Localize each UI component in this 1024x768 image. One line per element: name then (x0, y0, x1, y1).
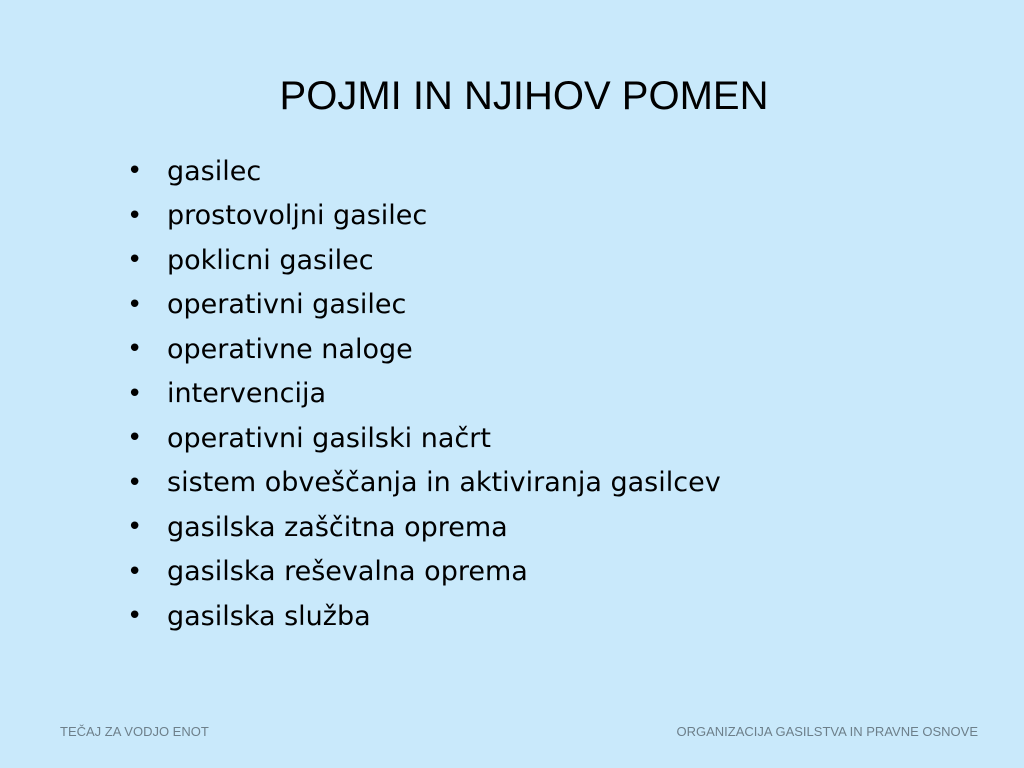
bullet-item (125, 416, 721, 461)
bullet-icon: • (127, 556, 143, 587)
bullet-icon: • (127, 334, 143, 365)
bullet-item (125, 550, 721, 595)
bullet-item (125, 283, 721, 328)
bullet-item (125, 372, 721, 417)
slide-title: POJMI IN NJIHOV POMEN (279, 74, 769, 118)
bullet-item (125, 505, 721, 550)
bullet-list (125, 149, 721, 639)
bullet-text: gasilska reševalna oprema (167, 556, 528, 588)
bullet-item (125, 594, 721, 639)
bullet-text: gasilec (167, 155, 262, 187)
bullet-text: poklicni gasilec (167, 244, 374, 276)
bullet-icon: • (127, 512, 143, 543)
bullet-text: operativni gasilec (167, 289, 407, 321)
bullet-item (125, 238, 721, 283)
bullet-item (125, 149, 721, 194)
bullet-icon: • (127, 467, 143, 498)
bullet-text: sistem obveščanja in aktiviranja gasilcev (167, 467, 721, 499)
bullet-item (125, 461, 721, 506)
bullet-item (125, 194, 721, 239)
bullet-text: gasilska služba (167, 600, 371, 632)
footer-right-text: ORGANIZACIJA GASILSTVA IN PRAVNE OSNOVE (676, 724, 978, 739)
bullet-text: gasilska zaščitna oprema (167, 511, 508, 543)
bullet-icon: • (127, 156, 143, 187)
footer-left-text: TEČAJ ZA VODJO ENOT (60, 724, 209, 739)
bullet-icon: • (127, 601, 143, 632)
bullet-icon: • (127, 378, 143, 409)
bullet-text: prostovoljni gasilec (167, 200, 428, 232)
bullet-icon: • (127, 289, 143, 320)
bullet-icon: • (127, 245, 143, 276)
bullet-item (125, 327, 721, 372)
bullet-text: intervencija (167, 378, 327, 410)
bullet-text: operativne naloge (167, 333, 413, 365)
bullet-icon: • (127, 200, 143, 231)
bullet-icon: • (127, 423, 143, 454)
bullet-text: operativni gasilski načrt (167, 422, 491, 454)
